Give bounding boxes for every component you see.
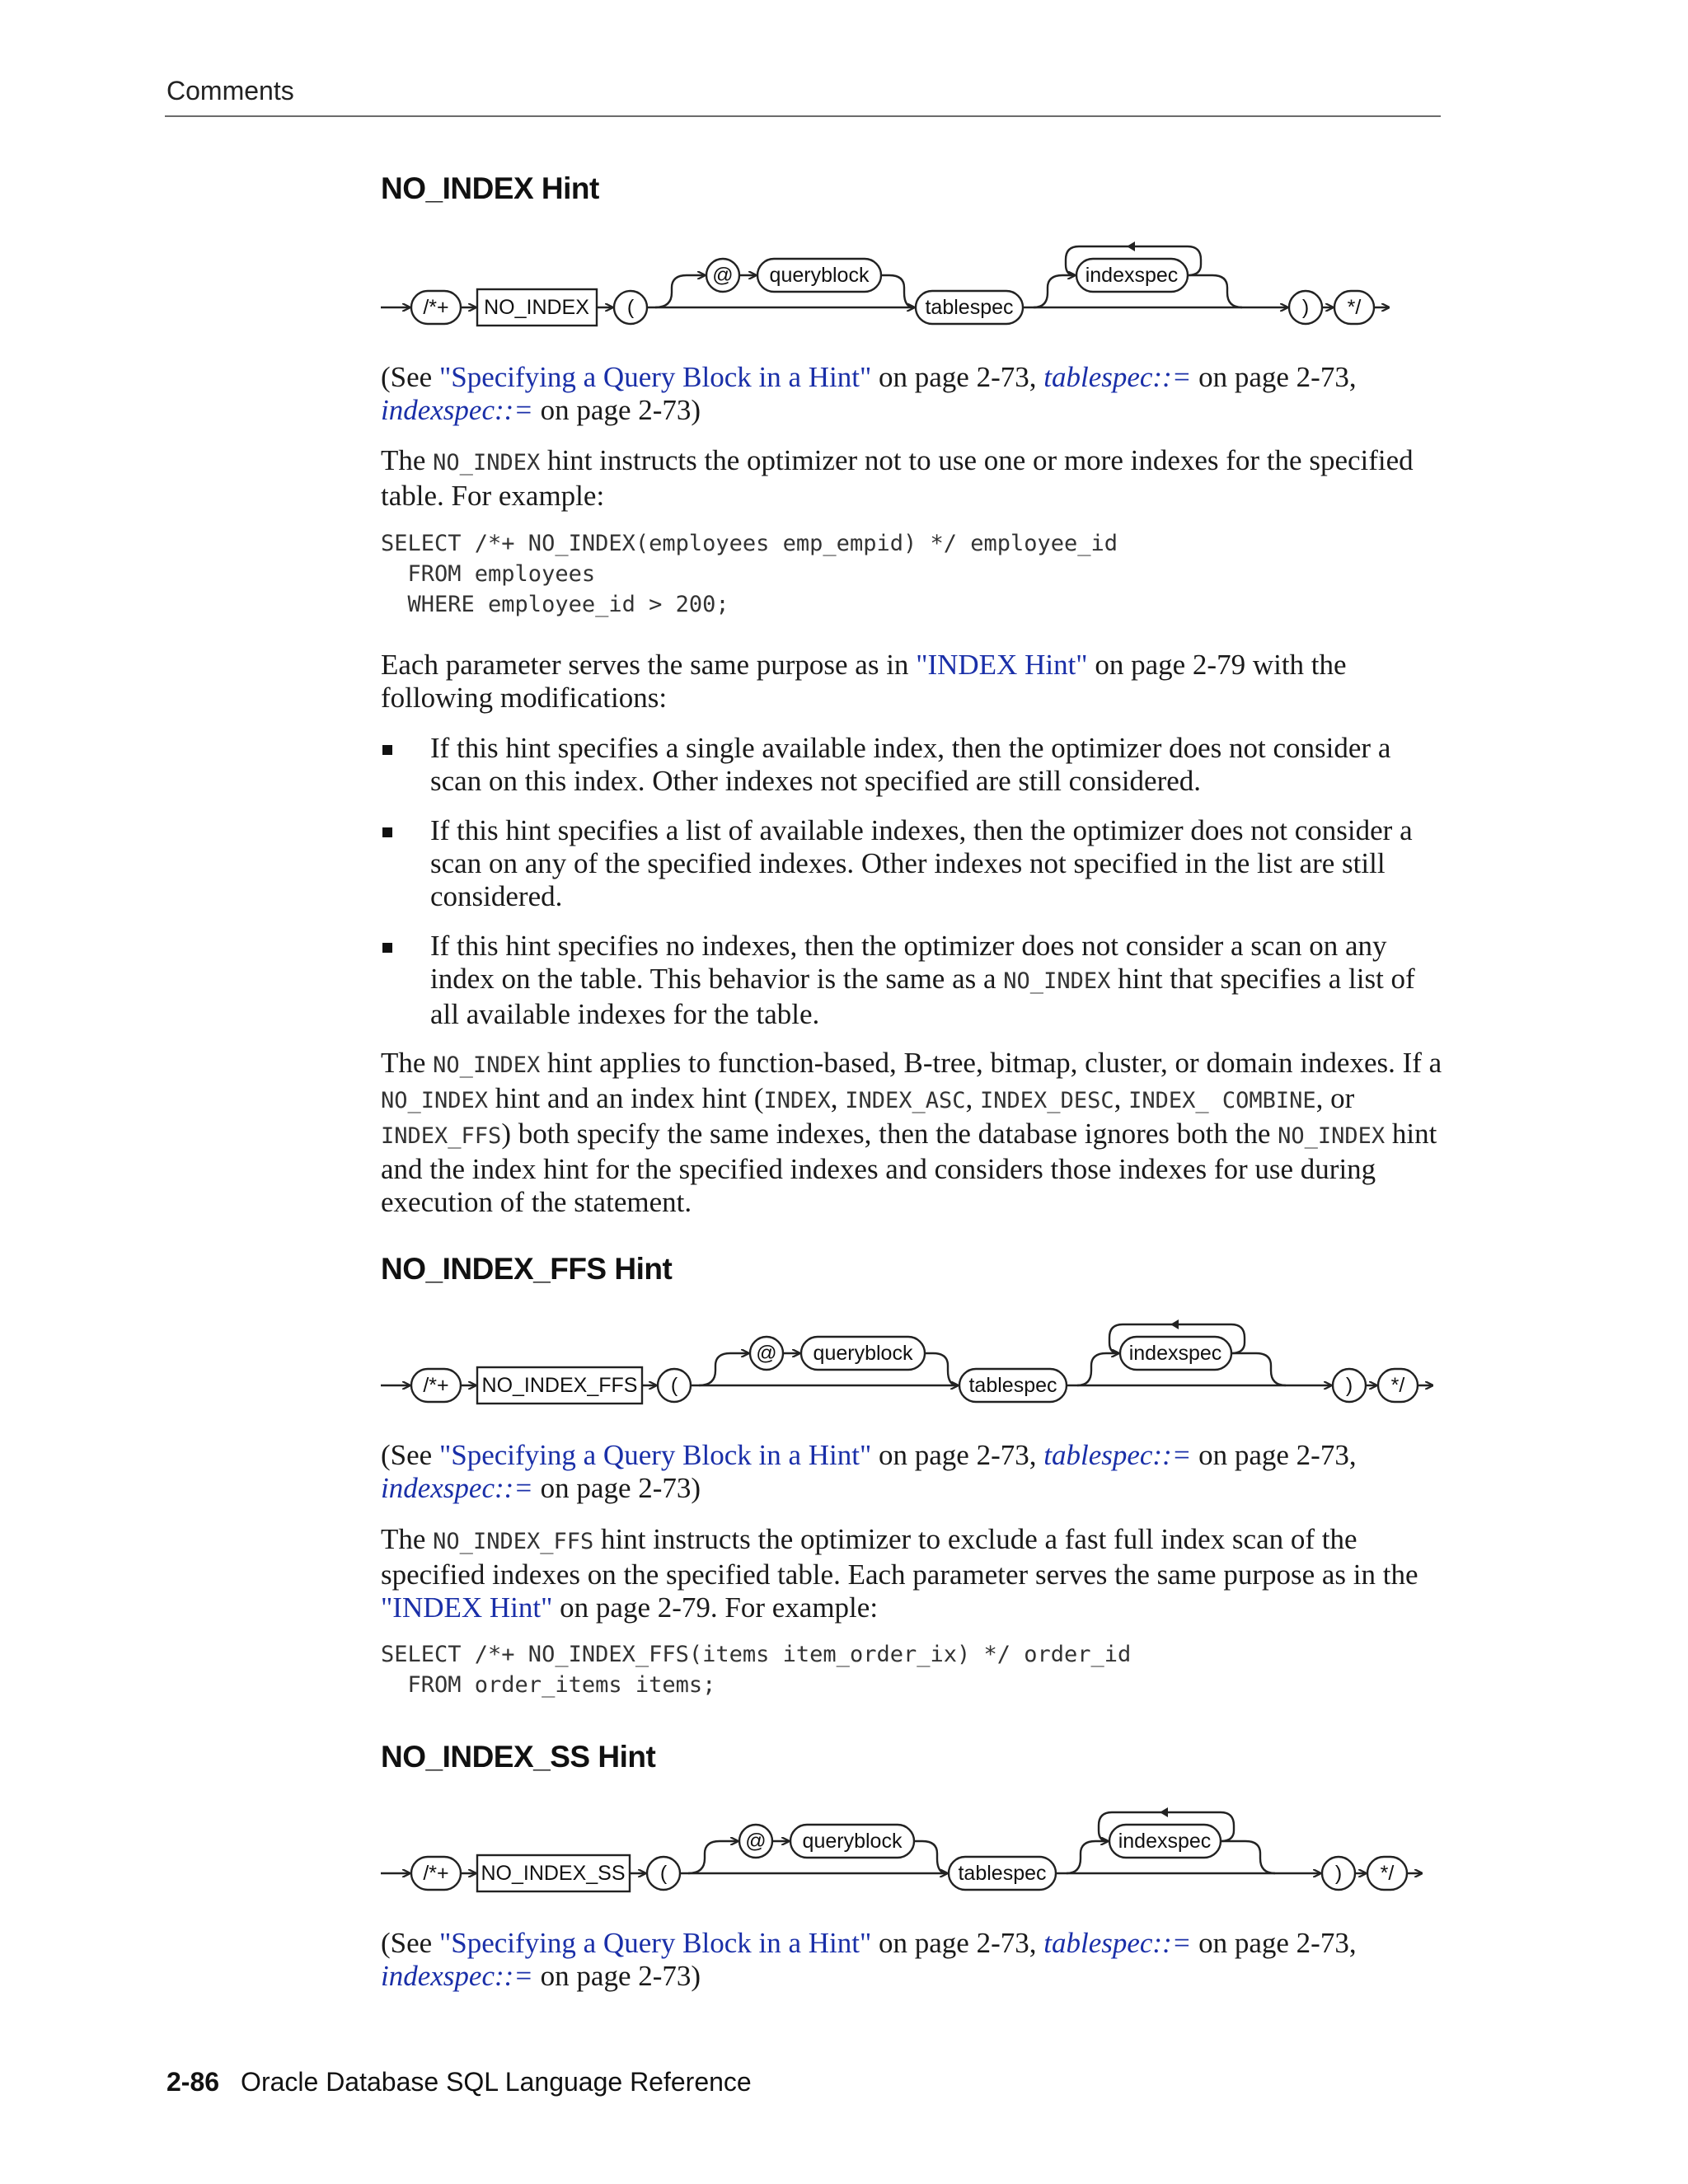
query-block-link[interactable]: "Specifying a Query Block in a Hint" — [438, 361, 872, 393]
bullet-square-icon — [382, 745, 392, 755]
no-index-ss-section — [381, 1739, 1444, 1775]
svg-text:(: ( — [659, 1862, 668, 1885]
no-index-syntax-diagram — [378, 240, 1392, 339]
no-index-code-example: SELECT /*+ NO_INDEX(employees emp_empid) */ employee_id FROM employees WHERE employee_id > 200; — [381, 531, 1118, 617]
svg-text:NO_INDEX_SS: NO_INDEX_SS — [481, 1862, 626, 1885]
svg-text:tablespec: tablespec — [968, 1374, 1057, 1397]
no-index-ss-syntax-diagram — [378, 1806, 1437, 1905]
no-index-ffs-see-also: (See "Specifying a Query Block in a Hint" on page 2-73, tablespec::= on page 2-73, indexspec::= on page 2-73) — [381, 1439, 1357, 1504]
page-footer — [166, 2067, 752, 2097]
header-rule — [165, 115, 1441, 117]
svg-text:@: @ — [745, 1830, 767, 1853]
svg-text:queryblock: queryblock — [769, 264, 870, 287]
tablespec-link[interactable]: tablespec::= — [1043, 1927, 1192, 1959]
svg-text:indexspec: indexspec — [1118, 1830, 1212, 1853]
bullet-square-icon — [382, 827, 392, 837]
svg-text:): ) — [1301, 296, 1310, 319]
no-index-params-text: Each parameter serves the same purpose as in "INDEX Hint" on page 2-79 with the following modifications: — [381, 649, 1347, 714]
tablespec-link[interactable]: tablespec::= — [1043, 361, 1192, 393]
svg-text:/*+: /*+ — [423, 1862, 449, 1885]
indexspec-link[interactable]: indexspec::= — [381, 1960, 533, 1992]
no-index-ffs-intro: The NO_INDEX_FFS hint instructs the optimizer to exclude a fast full index scan of the specified indexes on the specified table. Each parameter serves the same purpose as in the "INDEX Hint" on page 2-79. For example: — [381, 1523, 1418, 1624]
no-index-intro: The NO_INDEX hint instructs the optimizer not to use one or more indexes for the specified table. For example: — [381, 444, 1414, 512]
no-index-heading: NO_INDEX Hint — [381, 171, 599, 205]
indexspec-link[interactable]: indexspec::= — [381, 394, 533, 426]
no-index-section — [381, 171, 1444, 207]
svg-text:@: @ — [712, 264, 734, 287]
svg-text:queryblock: queryblock — [802, 1830, 903, 1853]
svg-text:(: ( — [626, 296, 635, 319]
index-hint-link[interactable]: "INDEX Hint" — [381, 1591, 553, 1624]
index-hint-link[interactable]: "INDEX Hint" — [916, 649, 1088, 681]
svg-text:*/: */ — [1380, 1862, 1395, 1885]
list-item: If this hint specifies a single available index, then the optimizer does not consider a scan on this index. Other indexes not specified are still considered. — [381, 732, 1444, 798]
no-index-ffs-section — [381, 1251, 1444, 1287]
query-block-link[interactable]: "Specifying a Query Block in a Hint" — [438, 1439, 872, 1471]
query-block-link[interactable]: "Specifying a Query Block in a Hint" — [438, 1927, 872, 1959]
svg-text:NO_INDEX_FFS: NO_INDEX_FFS — [481, 1374, 638, 1397]
svg-text:indexspec: indexspec — [1128, 1342, 1222, 1365]
no-index-applies-text: The NO_INDEX hint applies to function-based, B-tree, bitmap, cluster, or domain indexes. If a NO_INDEX hint and an index hint (INDEX, INDEX_ASC, INDEX_DESC, INDEX_ COMBINE, or INDEX_FFS) both specify the same indexes, then the database ignores both the NO_INDEX hint and the index hint for the specified indexes and considers those indexes for use during execution of the statement. — [381, 1047, 1442, 1218]
list-item: If this hint specifies no indexes, then the optimizer does not consider a scan on any index on the table. This behavior is the same as a NO_INDEX hint that specifies a list of all available indexes for the table. — [381, 930, 1444, 1031]
svg-text:tablespec: tablespec — [958, 1862, 1047, 1885]
svg-text:tablespec: tablespec — [925, 296, 1014, 319]
no-index-bullet-list — [381, 732, 1444, 1031]
no-index-ss-see-also: (See "Specifying a Query Block in a Hint" on page 2-73, tablespec::= on page 2-73, indexspec::= on page 2-73) — [381, 1927, 1357, 1992]
svg-text:/*+: /*+ — [423, 1374, 449, 1397]
svg-text:queryblock: queryblock — [813, 1342, 913, 1365]
svg-text:/*+: /*+ — [423, 296, 449, 319]
page-number: 2-86 — [166, 2067, 220, 2097]
no-index-ss-heading: NO_INDEX_SS Hint — [381, 1740, 656, 1774]
svg-text:indexspec: indexspec — [1085, 264, 1179, 287]
svg-text:NO_INDEX: NO_INDEX — [484, 296, 589, 319]
book-title: Oracle Database SQL Language Reference — [241, 2067, 752, 2097]
svg-text:@: @ — [756, 1342, 777, 1365]
svg-text:*/: */ — [1347, 296, 1362, 319]
svg-text:*/: */ — [1390, 1374, 1405, 1397]
svg-text:(: ( — [670, 1374, 678, 1397]
no-index-see-also: (See "Specifying a Query Block in a Hint" on page 2-73, tablespec::= on page 2-73, indexspec::= on page 2-73) — [381, 361, 1357, 426]
bullet-square-icon — [382, 943, 392, 953]
list-item: If this hint specifies a list of available indexes, then the optimizer does not consider a scan on any of the specified indexes. Other indexes not specified in the list are still considered. — [381, 814, 1444, 913]
running-head: Comments — [166, 76, 294, 105]
svg-text:): ) — [1345, 1374, 1353, 1397]
no-index-ffs-heading: NO_INDEX_FFS Hint — [381, 1252, 673, 1286]
svg-text:): ) — [1334, 1862, 1343, 1885]
no-index-ffs-syntax-diagram — [378, 1318, 1437, 1417]
no-index-ffs-code-example: SELECT /*+ NO_INDEX_FFS(items item_order_ix) */ order_id FROM order_items items; — [381, 1642, 1132, 1698]
indexspec-link[interactable]: indexspec::= — [381, 1472, 533, 1504]
tablespec-link[interactable]: tablespec::= — [1043, 1439, 1192, 1471]
